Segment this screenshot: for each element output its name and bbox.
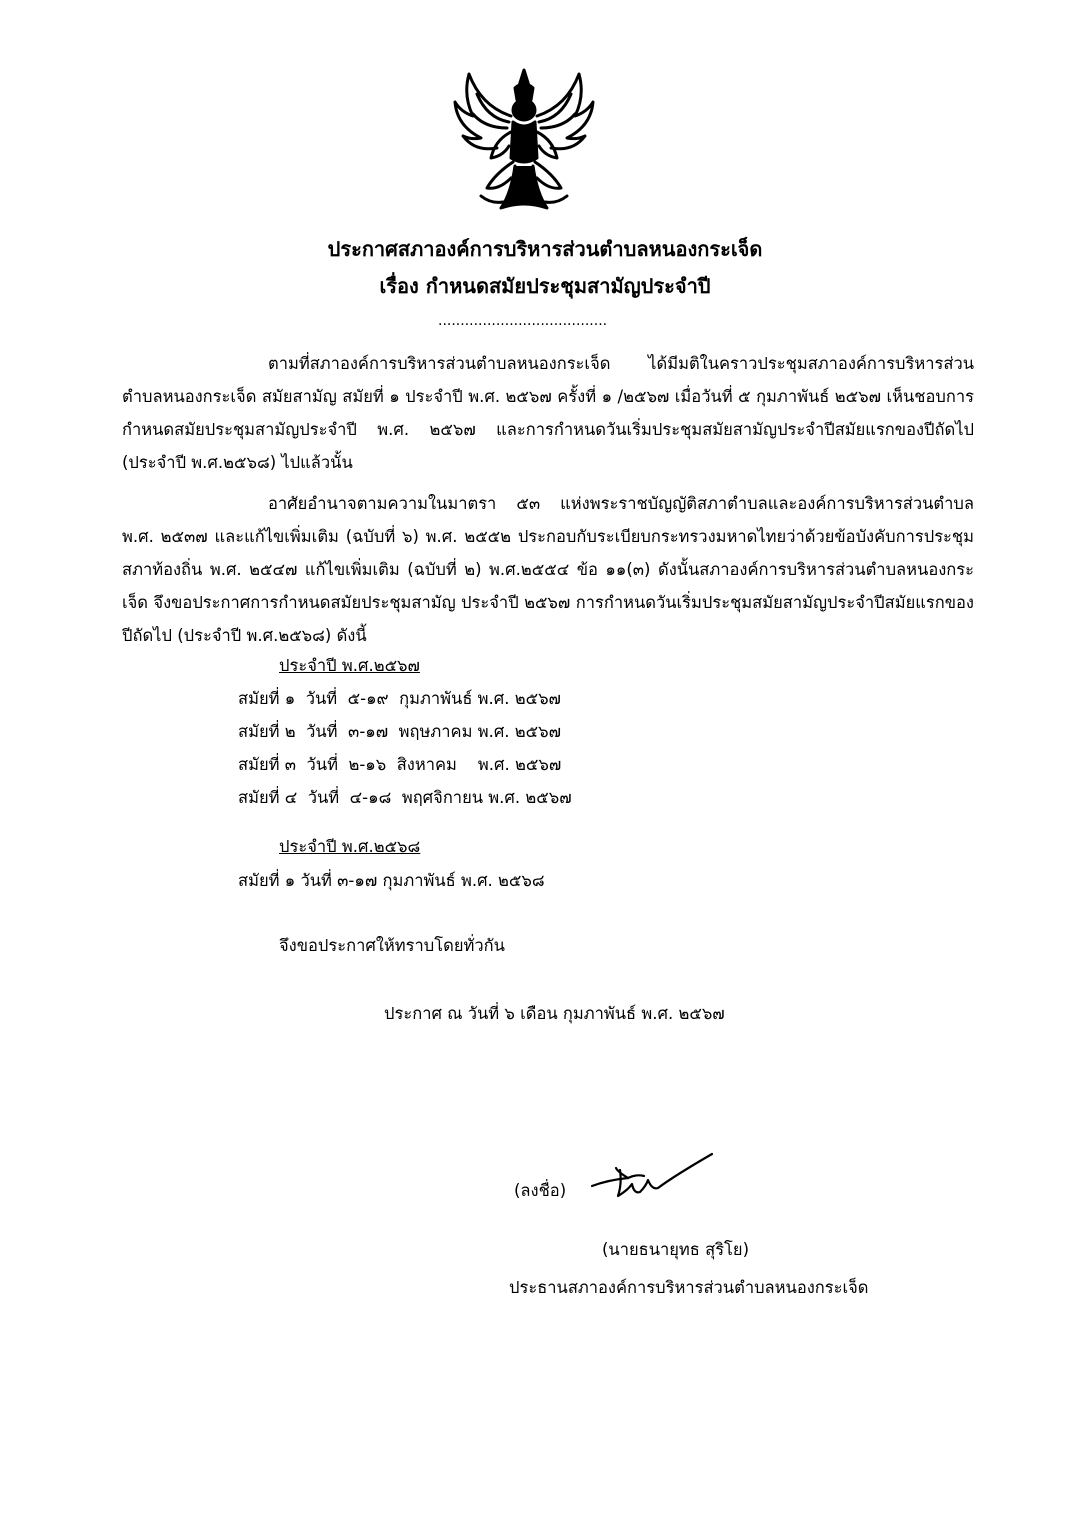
schedule-2567-heading: ประจำปี พ.ศ.๒๕๖๗ <box>279 656 420 675</box>
session-month-year: สิงหาคม พ.ศ. ๒๕๖๗ <box>396 755 562 774</box>
paragraph-authority <box>122 487 974 652</box>
day-label: วันที่ <box>306 755 338 774</box>
signer-title: ประธานสภาองค์การบริหารส่วนตำบลหนองกระเจ็ด <box>509 1278 869 1297</box>
session-days: ๕-๑๙ <box>347 689 389 708</box>
day-label: วันที่ <box>307 788 340 807</box>
session-row <box>238 715 561 748</box>
session-number: สมัยที่ ๔ <box>238 788 298 807</box>
session-month-year: กุมภาพันธ์ พ.ศ. ๒๕๖๗ <box>399 689 561 708</box>
signature-icon <box>588 1150 718 1210</box>
sign-label: (ลงชื่อ) <box>514 1181 567 1200</box>
session-month-year: พฤศจิกายน พ.ศ. ๒๕๖๗ <box>401 788 572 807</box>
announcement-date: ประกาศ ณ วันที่ ๖ เดือน กุมภาพันธ์ พ.ศ. ๒๕๖๗ <box>384 1004 725 1023</box>
session-row <box>238 781 572 814</box>
session-days: ๒-๑๖ <box>348 755 387 774</box>
session-days: ๓-๑๗ <box>348 722 389 741</box>
day-label: วันที่ <box>306 722 338 741</box>
session-row <box>238 748 561 781</box>
garuda-emblem-icon <box>451 66 597 216</box>
closing-notice: จึงขอประกาศให้ทราบโดยทั่วกัน <box>279 936 505 955</box>
session-month-year: พฤษภาคม พ.ศ. ๒๕๖๗ <box>398 722 562 741</box>
session-days: ๔-๑๘ <box>349 788 392 807</box>
announcement-title: ประกาศสภาองค์การบริหารส่วนตำบลหนองกระเจ็ด <box>327 237 763 261</box>
schedule-2568-session: สมัยที่ ๑ วันที่ ๓-๑๗ กุมภาพันธ์ พ.ศ. ๒๕๖๘ <box>238 871 545 890</box>
title-separator: ...................................... <box>438 313 608 329</box>
paragraph-2-text: อาศัยอำนาจตามความในมาตรา ๕๓ แห่งพระราชบัญญัติสภาตำบลและองค์การบริหารส่วนตำบล พ.ศ. ๒๕๓๗ และแก้ไขเพิ่มเติม (ฉบับที่ ๖) พ.ศ. ๒๕๕๒ ประกอบกับระเบียบกระทรวงมหาดไทยว่าด้วยข้อบังคับการประชุมสภาท้องถิ่น พ.ศ. ๒๕๔๗ แก้ไขเพิ่มเติม (ฉบับที่ ๒) พ.ศ.๒๕๕๔ ข้อ ๑๑(๓) ดังนั้นสภาองค์การบริหารส่วนตำบลหนองกระเจ็ด จึงขอประกาศการกำหนดสมัยประชุมสามัญ ประจำปี ๒๕๖๗ การกำหนดวันเริ่มประชุมสมัยสามัญประจำปีสมัยแรกของปีถัดไป (ประจำปี พ.ศ.๒๕๖๘) ดังนี้ <box>122 494 974 645</box>
session-number: สมัยที่ ๑ <box>238 689 296 708</box>
day-label: วันที่ <box>305 689 338 708</box>
signer-name: (นายธนายุทธ สุริโย) <box>602 1240 750 1259</box>
session-number: สมัยที่ ๓ <box>238 755 297 774</box>
schedule-2568-heading: ประจำปี พ.ศ.๒๕๖๘ <box>279 837 421 856</box>
paragraph-1-text: ตามที่สภาองค์การบริหารส่วนตำบลหนองกระเจ็ด ได้มีมติในคราวประชุมสภาองค์การบริหารส่วนตำบลหนองกระเจ็ด สมัยสามัญ สมัยที่ ๑ ประจำปี พ.ศ. ๒๕๖๗ ครั้งที่ ๑ /๒๕๖๗ เมื่อวันที่ ๕ กุมภาพันธ์ ๒๕๖๗ เห็นชอบการกำหนดสมัยประชุมสามัญประจำปี พ.ศ. ๒๕๖๗ และการกำหนดวันเริ่มประชุมสมัยสามัญประจำปีสมัยแรกของปีถัดไป (ประจำปี พ.ศ.๒๕๖๘) ไปแล้วนั้น <box>122 354 974 472</box>
paragraph-background <box>122 347 974 479</box>
session-row <box>238 682 561 715</box>
announcement-subject: เรื่อง กำหนดสมัยประชุมสามัญประจำปี <box>379 274 711 298</box>
session-number: สมัยที่ ๒ <box>238 722 296 741</box>
